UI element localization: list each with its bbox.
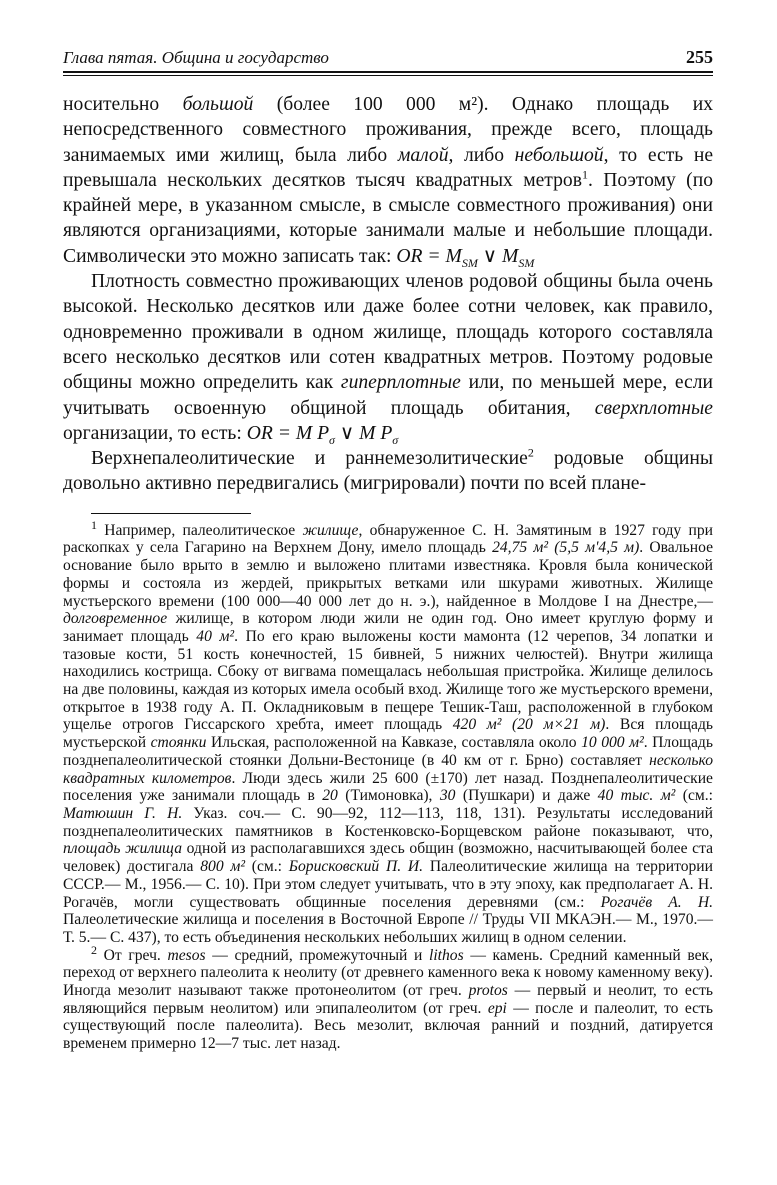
footnotes [63, 517, 714, 1053]
text-run: . Поэтому (по крайней мере, в указанном смысле, в смысле совместного проживания) они являются организациями, которые занимали малые и небольшие площади. Символически это можно записать так: [63, 169, 713, 267]
text-run: Верхнепалеолитические и раннемезолитические [91, 448, 528, 470]
formula-2 [246, 422, 399, 447]
emphasis: небольшой [514, 144, 604, 166]
text-run: (см.: [245, 858, 289, 876]
text-run: либо [453, 144, 515, 166]
emphasis: 24,75 м² (5,5 м'4,5 м) [492, 539, 640, 557]
formula-subscript: σ [329, 432, 335, 447]
text-run: (более 100 000 м²). Однако площадь их непосредственного совместного проживания, прежде всего, площадь занимаемых ими жилищ, была либо [63, 94, 713, 166]
footnote-mark: 1 [91, 517, 97, 532]
emphasis: protos [468, 982, 508, 1000]
footnote-ref-1: 1 [581, 167, 588, 182]
text-run: Палеолитические жилища на территории СССР.— М., 1956.— С. 10). При этом следует учитывать, что в эту эпоху, как предполагает А. Н. Рогачёв, могли существовать общинные поселения деревнями (см.: [63, 858, 713, 911]
text-run: носительно [63, 94, 183, 115]
formula-part: ∨ M [477, 245, 519, 267]
emphasis: epi [487, 999, 507, 1017]
emphasis: гиперплотные [340, 372, 461, 394]
text-run: — после и палеолит, то есть существующий после палеолита). Весь мезолит, включая ранний и поздний, датируется временем примерно 12—7 тыс. лет назад. [63, 999, 713, 1053]
emphasis: 10 000 м² [581, 734, 644, 752]
text-run: или, по меньшей мере, если учитывать освоенную общиной площадь обитания, [63, 372, 713, 419]
text-run: — средний, промежуточный и [205, 946, 430, 964]
emphasis: 420 м² (20 м×21 м) [452, 716, 606, 734]
text-run: . Овальное основание было врыто в землю и выложено плитами известняка. Кровля была конической формы и состояла из жердей, прикрытых ветками или шкурами животных. Жилище мустьерского времени (100 000—40 000 лет до н. э.), найденное в Молдове I на Днестре,— [63, 539, 714, 610]
emphasis: стоянки [150, 734, 207, 752]
book-page [63, 38, 713, 1053]
text-run: одной из располагавшихся здесь общин (возможно, насчитывающей более ста человек) достигала [63, 840, 714, 876]
text-run: Палеолетические жилища и поселения в Восточной Европе // Труды VII МКАЭН.— М., 1970.— Т. 5.— С. 437), то есть объединения нескольких небольших жилищ в одном селении. [63, 911, 713, 946]
emphasis: 40 тыс. м² [597, 787, 676, 805]
formula-part: ∨ M P [334, 422, 393, 444]
page-header [63, 38, 713, 68]
emphasis: жилище [302, 521, 359, 539]
header-rule-thin [63, 75, 713, 76]
text-run: родовые общины довольно активно передвигались (мигрировали) почти по всей плане- [63, 448, 713, 495]
main-text [63, 92, 713, 497]
emphasis: долговременное [63, 610, 168, 628]
emphasis: lithos [429, 946, 464, 964]
emphasis: площадь жилища [63, 840, 183, 858]
formula-1 [396, 245, 535, 270]
text-run: жилище, в котором люди жили не один год. Оно имеет круглую форму и занимает площадь [63, 610, 713, 645]
text-run: . По его краю выложены кости мамонта (12 черепов, 34 лопатки и тазовые кости, 51 кость конечностей, 15 бивней, 5 нижних челюстей). Внутри жилища находились кострища. Сбоку от вигвама помещалась небольшая пристройка. Жилище делилось на две половины, каждая из которых имела особый вход. Жилище того же мустьерского времени, открытое в 1938 году А. П. Окладниковым в пещере Тешик-Таш, расположенной в глубоком ущелье отрогов Гиссарского хребта, имеет площадь [63, 627, 714, 734]
text-run: , обнаруженное С. Н. Замятиным в 1927 году при раскопках у села Гагарино на Верхнем Дону, имело площадь [63, 521, 713, 557]
text-run: Указ. соч.— С. 90—92, 112—113, 118, 131). Результаты исследований позднепалеолитических памятников в Костенковско-Борщевском районе показывают, что, [63, 805, 713, 840]
footnote-2 [63, 942, 713, 1053]
header-rule [63, 71, 713, 73]
emphasis: сверхплотные [594, 397, 713, 419]
footnote-mark: 2 [91, 942, 97, 957]
text-run: . Площадь позднепалеолитической стоянки Дольни-Вестонице (в 40 км от г. Брно) составляет [63, 734, 713, 769]
emphasis: 30 [439, 787, 456, 805]
text-run: — камень. Средний каменный век, переход от верхнего палеолита к неолиту (от древнего каменного века к новому каменному веку). Иногда мезолит называют также протонеолитом (от греч. [63, 946, 713, 1000]
paragraph-1 [63, 92, 713, 269]
formula-subscript: SM [461, 255, 478, 270]
formula-part: OR = M [396, 245, 462, 267]
emphasis: несколько квадратных километров [63, 751, 713, 787]
emphasis: малой, [397, 144, 454, 166]
emphasis: 20 [322, 787, 338, 805]
emphasis: mesos [167, 946, 206, 964]
emphasis: Борисковский П. И. [288, 858, 424, 876]
running-head: Глава пятая. Община и государство [63, 48, 329, 67]
text-run: организации, то есть: [63, 422, 247, 444]
text-run: От греч. [97, 946, 168, 964]
text-run: (Тимоновка), [337, 787, 440, 805]
footnote-ref-2: 2 [527, 445, 534, 460]
text-run: . Люди здесь жили 25 600 (±170) лет назад. Позднепалеолитические поселения уже занимали площадь в [63, 769, 713, 805]
paragraph-2 [63, 269, 713, 446]
emphasis: 40 м² [196, 627, 235, 645]
text-run: (Пушкари) и даже [455, 787, 598, 805]
text-run: , то есть не превышала нескольких десятков тысяч квадратных метров [63, 144, 714, 191]
footnote-rule [91, 513, 251, 514]
formula-subscript: SM [518, 255, 535, 270]
page-number: 255 [686, 47, 713, 67]
text-run: — первый и неолит, то есть являющийся первым неолитом) или эпипалеолитом (от греч. [63, 982, 713, 1017]
formula-part: OR = M P [246, 422, 330, 444]
emphasis: Рогачёв А. Н. [600, 893, 713, 911]
paragraph-3 [63, 446, 713, 497]
formula-subscript: σ [392, 432, 399, 447]
text-run: Ильская, расположенной на Кавказе, составляла около [206, 734, 582, 752]
text-run: . Вся площадь мустьерской [63, 716, 713, 752]
text-run: Плотность совместно проживающих членов родовой общины была очень высокой. Несколько десятков или даже более сотни человек, как правило, одновременно проживали в одном жилище, площадь которого составляла всего несколько десятков или сотен квадратных метров. Поэтому родовые общины можно определить как [63, 271, 713, 394]
footnote-1 [63, 517, 714, 947]
text-run: Например, палеолитическое [97, 521, 303, 539]
text-run: (см.: [675, 787, 713, 805]
emphasis: Матюшин Г. Н. [63, 805, 183, 822]
emphasis: большой [182, 94, 254, 115]
emphasis: 800 м² [200, 858, 246, 876]
